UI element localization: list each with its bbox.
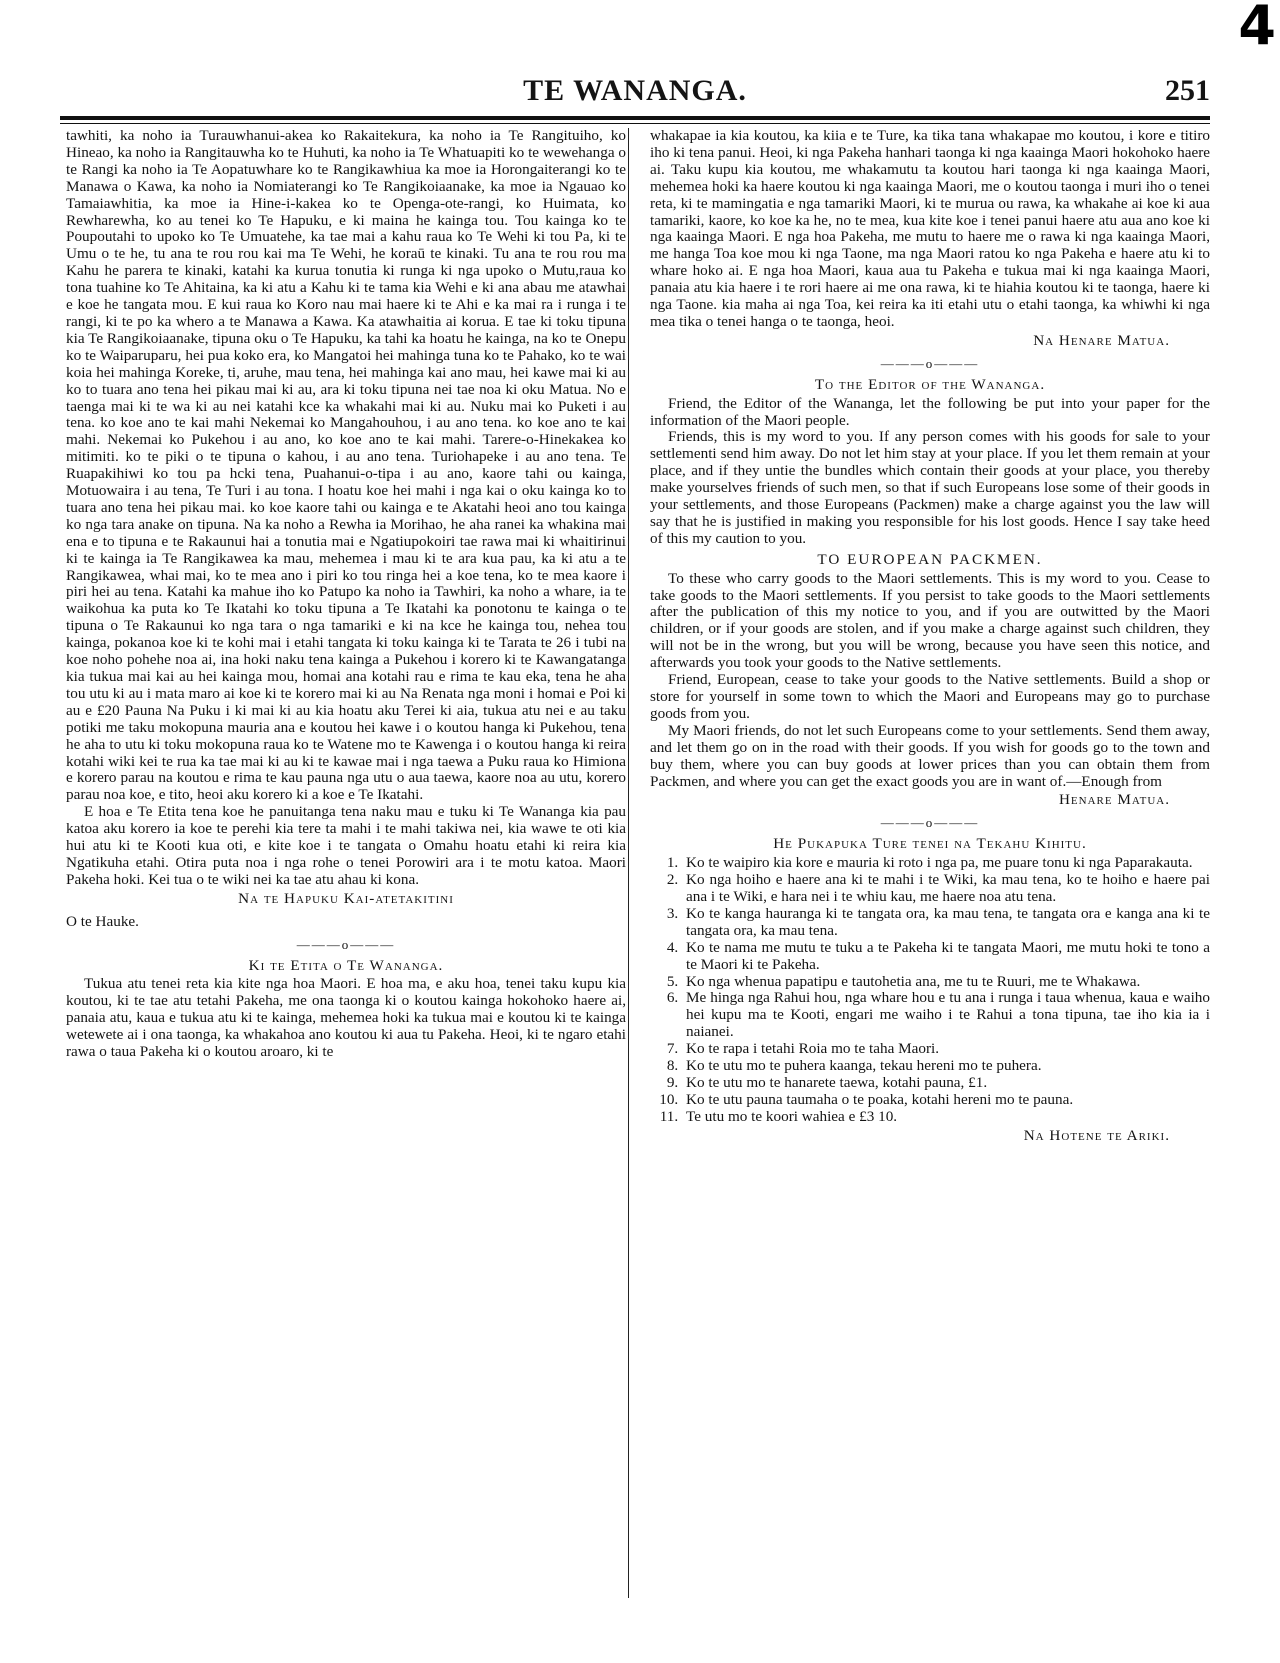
- masthead-rule: [60, 116, 1210, 120]
- ornament: ———o———: [296, 936, 396, 952]
- list-item: 7. Ko te rapa i tetahi Roia mo te taha Maori.: [682, 1041, 1210, 1058]
- editor-address-paragraph: E hoa e Te Etita tena koe he panuitanga tena naku mau e tuku ki Te Wananga kia pau katoa aku korero ia koe te perehi kia tere ta mahi i te mahi takiwa nei, kia wawe te oti kia hui atu ki te Kooti kua oti, e kite koe i te tangata o Omahu hoatu etahi ki reira kia Ngatikuha etahi. Otira puta noa i nga rohe o tenei Porowiri ara i te motu katoa. Maori Pakeha hoki. Kei tua o te wiki nei ka tae atu ahau ki kona.: [66, 803, 626, 888]
- signature-henare-matua: Henare Matua.: [1058, 791, 1170, 809]
- column-divider: [628, 128, 629, 1598]
- signature-te-hapuku: Na te Hapuku Kai-atetakitini: [238, 889, 454, 907]
- list-item: 9. Ko te utu mo te hanarete taewa, kotahi pauna, £1.: [682, 1075, 1210, 1092]
- genealogy-paragraph: tawhiti, ka noho ia Turauwhanui-akea ko Rakaitekura, ka noho ia Te Rangituiho, ko Hineao, ka noho ia Rangitauwha ko te Huhuti, ka noho ia Te Whatuapiti ko te wewehanga o te Rangi ka noho ia Te Aopatuwhare ko te Rangikawhiua ka moe ia Horongaiterangi ko te Manawa o Kawa, ka noho ia Nomiaterangi ko Te Rangikoiaanake, ka moe ia Ngauao ko Tamaiawhitia, ka moe ia Hine-i-kakea ko te Openga-ote-rangi, ko Huimata, ko Rewharewha, ko au tenei ko Te Hapuku, e ki maina he kainga tou. Tou kainga ko te Poupoutahi to upoko ko Te Umuatehe, ka tae mai a kahu raua ko Te Wehi ki tou Pa, ki te Umu o te he, tu ana te rou rou kai ma Te Wehi, he koraū te kinaki. Tu ana te rou rou ma Kahu he parera te kinaki, katahi ka kurua tonutia ki runga ki nga upoko o Mutu,raua ko tona tuahine ko Te Ahitaina, ka ki atu a Kahu ki te tama kia Wehi e ki ana abau me atawhai e koe he tangata mou. E kui raua ko Koro nau mai haere ki te Ahi e ka mai ra i runga i te rangi, ki te po ka whero a te Manawa a Kawa. Ka atawhaitia ai koruа. E tae ki toku tipuna kia Te Rangikoiaanake, tipuna oku o Te Hapuku, ka tahi ka hoatu he kainga, na ko te Onepu ko te Waiparuparu, hei pua koko era, ko Mangatoi hei mahinga tuna ko te Pahako, ko te wai koia hei mahinga Koreke, ti, aruhe, mau tena, hei mahinga kai ano mau, hei kawe mai ki au ko to tuara ano tena hei pikau mai ki au, ara ki toku tipuna nei tae noa ki oku Matua. No e taenga mai ki te wa ki au nei katahi kce ka whakahi mai ki au. Nuku mai ko Puketi i au tena. ko koe ano te kai mahi Nekemai ko Mangahouhou, i au ano tena. ko koe ano te kai mahi. Nekemai ko Pukehou i au ano, ko koe ano te kai mahi. Tarere-o-Hinekakea ko mitimiti. ko te piki o te tipuna o kahou, i au ano tena. Turiohapeke i au ano tena. Te Ruapakihiwi ko tou pa hcki tena, Puahanui-o-tipa i au ano, kaore tahi ou kainga, Motuowaira i au tena, Te Turi i au tona. I hoatu koe hei mahi i nga kai o oku kainga ko to tuara ano tena hei pikau mai. ko koe kaore tahi ou kainga e te Akatahi heoi ano tou kainga ko nga tara anake on tipuna. Na ka noho a Rewha ia Morihao, he aha ranei ka whakina mai ena e to tipuna e te Rakaunui hai a tonutia mai e Ngatiupokoiri tae rawa mai ki whaitirinui ki te kainga ia Te Rangikawea ka mau, mehemea i mau ki te ara kua pau, ka ki atu a te Rangikawea, whai mai, ko te mea ano i piri ko tou ringa hei a koe tena, ko te mea kaore i piri hei au tena. Katahi ka mahue iho ko Patupo ka noho ia Tawhiri, ka noho a whare, ia te waikohua ka puta ko Te Ikatahi ko toku tipuna a Te Ikatahi ka ponotonu te kainga o te tipuna o Te Rakaunui ko nga tara o nga tamariki e ki na kce he kainga tou, nehea tou kainga, pokanoa koe ki te kohi mai i etahi tangata ki toku kainga ki te Tarata te 26 i tubi na koe noho pohehe noa ai, ina hoki naku tena kainga a Pukehou i korero ki te Kawangatanga kia tukua mai kai au hei kainga mou, homai ana kotahi rau e rima te kau eka, tena he aha tou utu ki au i mata maro ai koe ki te korero mai ki au Na Renata nga moni i homai e Poi ki au e £20 Pauna Na Puku i ki mai ki au kia hoatu aku Terei ki aia, tukua atu nei e au taku potiki me taku mokopuna mauria ana e koutou hei kawe i o koutou hanga ki Pukehou, tena he aha to utu ki toku mokopuna raua ko te Watene mo te Kawenga i o koutou hanga ki reira kotahi wiki kei te rua ka tae mai ki au ki te kawae mai i nga taewa a Puku raua ko Himiona e korero parau na koutou e rima te kau pauna nga utu o aua taewa, kaore noa au utu, korero parau noa koe, e tito, heoi aku korero ki a koe e Te Ikatahi.: [66, 127, 626, 804]
- list-item: 10. Ko te utu pauna taumaha o te poaka, kotahi hereni mo te pauna.: [682, 1092, 1210, 1109]
- ornament: ———o———: [880, 815, 980, 831]
- section-heading: Ki te Etita o Te Wananga.: [248, 956, 444, 974]
- english-paragraph: Friends, this is my word to you. If any person comes with his goods for sale to your settlementi send him away. Do not let him stay at your place. If you let them remain at your place, and if they untie the bundles which contain their goods at your place, you thereby make yourselves friends of such men, so that if such Europeans lose some of their goods in your settlements, and those Europeans (Packmen) make a charge against you the law will say that he is justified in making you responsible for his lost goods. Hence I say take heed of this my caution to you.: [650, 428, 1210, 547]
- english-paragraph: Friend, the Editor of the Wananga, let the following be put into your paper for the information of the Maori people.: [650, 394, 1210, 429]
- masthead: [60, 74, 1210, 114]
- rules-list: [650, 855, 1210, 1126]
- list-item: 8. Ko te utu mo te puhera kaanga, tekau hereni mo te puhera.: [682, 1058, 1210, 1075]
- list-item: 1. Ko te waipiro kia kore e mauria ki roto i nga pa, me puare tonu ki nga Paparakauta.: [682, 855, 1210, 872]
- list-item: 11. Te utu mo te koori wahiea e £3 10.: [682, 1109, 1210, 1126]
- column-left: [66, 128, 626, 1061]
- english-paragraph: My Maori friends, do not let such Europeans come to your settlements. Send them away, and let them go on in the road with their goods. If you wish for goods go to the town and buy them, where you can buy goods at lower prices than you can obtain them from Packmen, and where you can get the exact goods you are in want of.—Enough from: [650, 721, 1210, 790]
- section-heading: To the Editor of the Wananga.: [814, 375, 1046, 393]
- running-title: TE WANANGA.: [523, 74, 747, 107]
- list-item: 2. Ko nga hoiho e haere ana ki te mahi i te Wiki, ka mau tena, ko te hoiho e haere pai ana i te Wiki, e hara nei i te whiu kau, me haere noa atu tena.: [682, 872, 1210, 906]
- column-right: [650, 128, 1210, 1147]
- english-paragraph: To these who carry goods to the Maori settlements. This is my word to you. Cease to take goods to the Maori settlements. If you persist to take goods to the Maori settlements after the publication of this my notice to you, and if you are outwitted by the Maori children, or if your goods are stolen, and if you make a charge against such children, they will not be in the wrong, but you will be wrong, because you have seen this notice, and afterwards you took your goods to the Native settlements.: [650, 569, 1210, 672]
- list-item: 3. Ko te kanga hauranga ki te tangata ora, ka mau tena, te tangata ora e kanga ana ki te tangata ora, ka mau tena.: [682, 906, 1210, 940]
- section-heading: He Pukapuka Ture tenei na Tekahu Kihitu.: [773, 835, 1087, 853]
- page-number: 251: [1165, 74, 1210, 107]
- page-corner-mark: 4: [1238, 0, 1276, 57]
- signature-hotene-te-ariki: Na Hotene te Ariki.: [1023, 1126, 1170, 1144]
- masthead-rule-thin: [60, 123, 1210, 124]
- section-heading: TO EUROPEAN PACKMEN.: [817, 550, 1043, 568]
- list-item: 5. Ko nga whenua papatipu e tautohetia ana, me tu te Ruuri, me te Whakawa.: [682, 974, 1210, 991]
- list-item: 4. Ko te nama me mutu te tuku a te Pakeha ki te tangata Maori, me mutu hoki te tono a te Maori ki te Pakeha.: [682, 940, 1210, 974]
- signature-henare-matua: Na Henare Matua.: [1033, 331, 1170, 349]
- english-paragraph: Friend, European, cease to take your goods to the Native settlements. Build a shop or store for yourself in some town to which the Maori and Europeans may go to purchase goods from you.: [650, 671, 1210, 722]
- ornament: ———o———: [880, 355, 980, 371]
- letter-paragraph: Tukua atu tenei reta kia kite nga hoa Maori. E hoa ma, e aku hoa, tenei taku kupu kia koutou, ki te tae atu tetahi Pakeha, me ona taonga ki o koutou kainga hokohoko haere ai, panaia atu, kaua e tukua atu ki te kainga, mehemea hoki ka tukua mai e koutou ki te kainga wetewete ai i ona taonga, ka whakahoa ano koutou ki aua tu Pakeha. Heoi, ki te ngaro etahi rawa o taua Pakeha ki o koutou aroaro, ki te: [66, 975, 626, 1061]
- list-item: 6. Me hinga nga Rahui hou, nga whare hou e tu ana i runga i taua whenua, kaua e waiho hei kupu ma te Kooti, engari me waiho i te Rahui a tona tipuna, tae iho kia ia i naianei.: [682, 990, 1210, 1041]
- letter-continuation: whakapae ia kia koutou, ka kiia e te Ture, ka tika tana whakapae mo koutou, i kore e titiro iho ki tena panui. Heoi, ki nga Pakeha hanhari taonga ki nga kaainga Maori hokohoko haere ai. Taku kupu kia koutou, me whakamutu ta koutou hari taonga ki nga kaainga Maori, mehemea hoki ka haere koutou ki nga kaainga Maori, me o koutou taonga i muri iho o tenei reta, ki te mamingatia e nga tamariki Maori, ki te murua ou rawa, ka whakahe ai koe ki aua tamariki, kaore, ko koe ka he, no te mea, kua kite koe i tenei panui haere atu aua ano koe ki nga kaainga Maori. E nga hoa Pakeha, me mutu to haere me o rawa ki nga kaainga Maori, me hanga Toa koe mou ki nga Taone, ma nga Maori ratou ko nga Pakeha e haere atu ki to whare hoko ai. E nga hoa Maori, kaua aua tu Pakeha e tukua mai ki nga kaainga Maori, panaia atu kia haere i te rori haere ai me ona rawa, ki te hiahia koutou ki te taonga, haere ki nga Taone. kia maha ai nga Toa, kei reira ka iti etahi utu o etahi taonga, ka whiwhi ki nga mea tika o tenei hanga o te taonga, heoi.: [650, 127, 1210, 330]
- place-line: O te Hauke.: [66, 912, 139, 930]
